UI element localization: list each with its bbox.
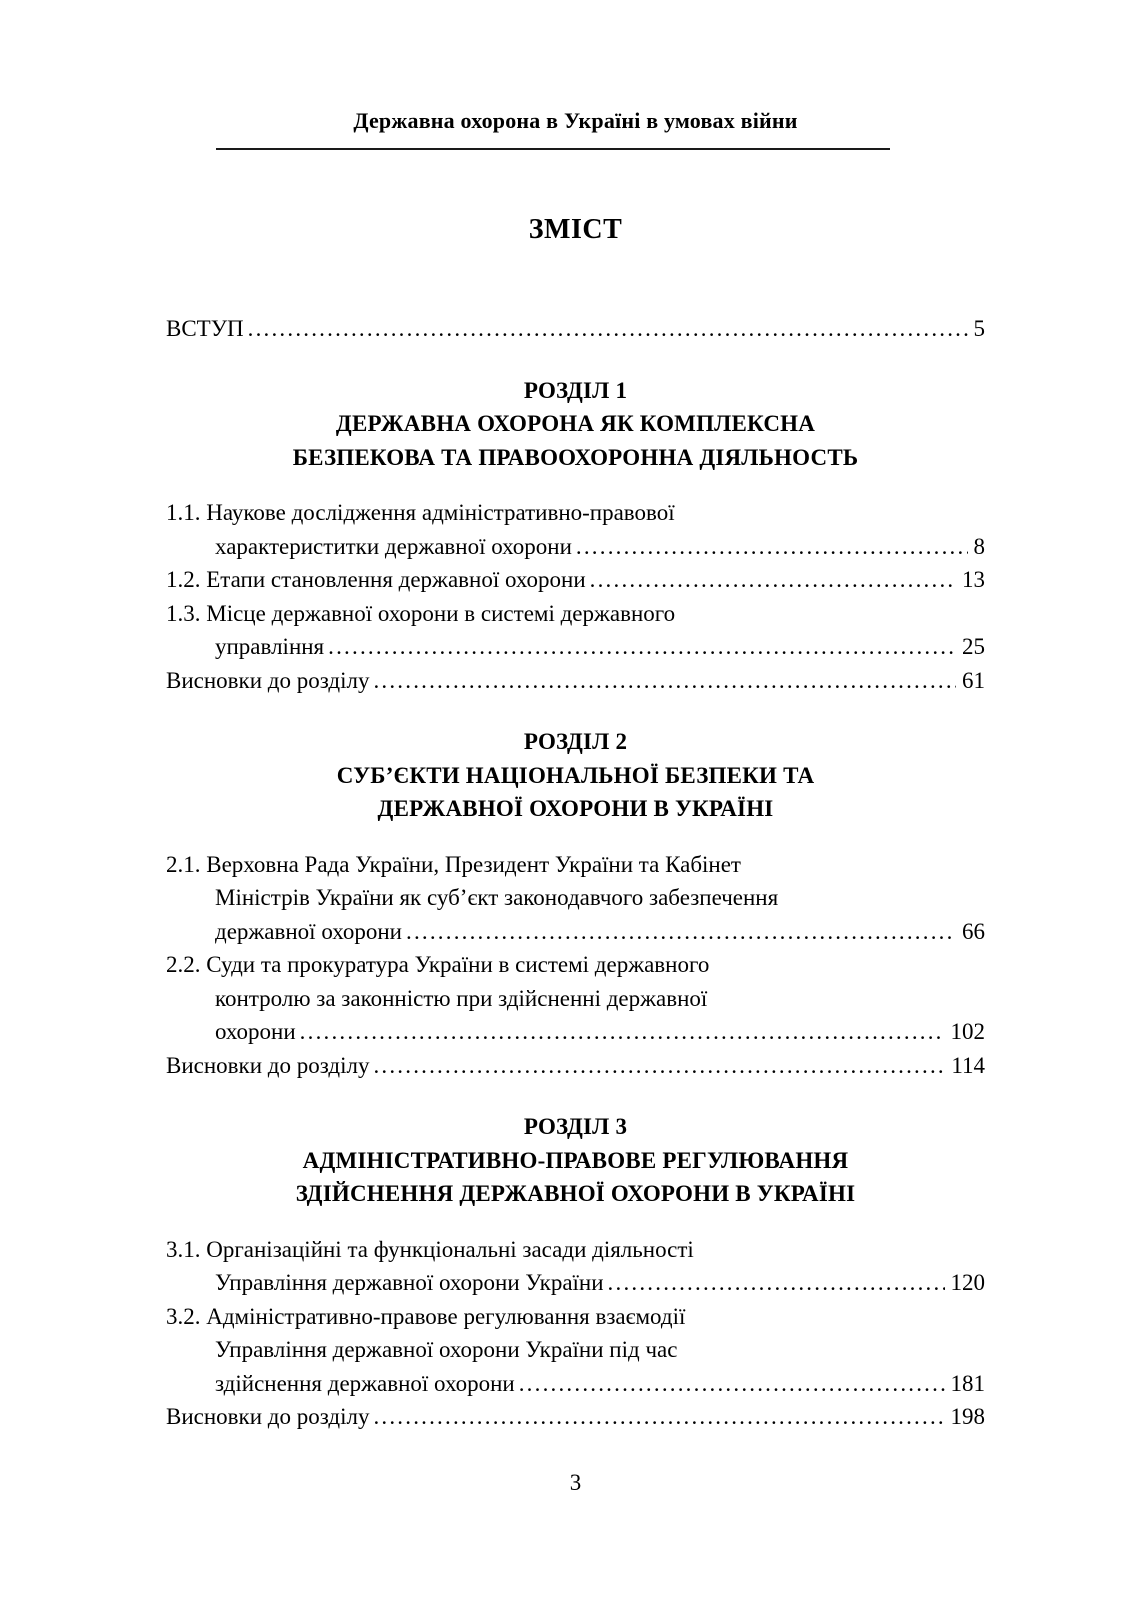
toc-entry-line xyxy=(166,848,985,882)
toc-entry-page-number: 61 xyxy=(962,667,985,693)
leader-dots xyxy=(328,630,956,664)
toc-entry-page-number: 102 xyxy=(950,1019,985,1044)
leader-dots xyxy=(248,312,968,346)
leader-dots xyxy=(300,1015,945,1049)
leader-dots xyxy=(373,664,956,698)
chapter-heading-line: ДЕРЖАВНОЇ ОХОРОНИ В УКРАЇНІ xyxy=(377,796,774,821)
toc-entry xyxy=(166,496,985,563)
toc-entry-page-number: 181 xyxy=(950,1370,985,1396)
header-rule xyxy=(216,148,890,150)
toc-entry-line xyxy=(166,312,985,346)
chapter-heading-line: РОЗДІЛ 3 xyxy=(523,1114,628,1139)
chapter-heading xyxy=(166,725,985,826)
toc-entry xyxy=(166,1400,985,1434)
toc-entry-line xyxy=(166,982,985,1016)
toc-entry-text: державної охорони xyxy=(215,918,402,944)
toc-entry-page-number: 114 xyxy=(951,1052,985,1078)
toc-entry-text: Управління державної охорони України xyxy=(215,1270,604,1295)
toc-entry-line xyxy=(166,1367,985,1401)
toc-entry-text: Висновки до розділу xyxy=(166,667,370,693)
toc-entry-page-number: 198 xyxy=(950,1404,985,1429)
table-of-contents xyxy=(166,312,985,1434)
toc-entry-text: 1.2. Етапи становлення державної охорони xyxy=(166,567,586,592)
toc-entry-line xyxy=(166,597,985,631)
toc-entry-text: 1.1. Наукове дослідження адміністративно-правової xyxy=(166,500,675,525)
leader-dots xyxy=(373,1049,945,1083)
toc-entry-line xyxy=(166,496,985,530)
toc-entry-line xyxy=(166,1333,985,1367)
leader-dots xyxy=(608,1266,945,1300)
toc-entry-line xyxy=(166,1400,985,1434)
toc-entry xyxy=(166,1233,985,1300)
toc-entry xyxy=(166,1300,985,1401)
toc-entry xyxy=(166,948,985,1049)
footer-page-number: 3 xyxy=(569,1470,582,1495)
toc-entry-text: Висновки до розділу xyxy=(166,1404,370,1429)
chapter-heading xyxy=(166,1110,985,1211)
toc-entry-page-number: 25 xyxy=(962,634,985,659)
toc-entry-line xyxy=(166,664,985,698)
chapter-heading-line: АДМІНІСТРАТИВНО-ПРАВОВЕ РЕГУЛЮВАННЯ xyxy=(302,1147,849,1173)
leader-dots xyxy=(519,1367,945,1401)
toc-entry xyxy=(166,597,985,664)
toc-entry-line xyxy=(166,1233,985,1267)
toc-entry-page-number: 66 xyxy=(962,918,985,944)
toc-entry-line xyxy=(166,948,985,982)
leader-dots xyxy=(576,530,968,564)
toc-entry-line xyxy=(166,1049,985,1083)
leader-dots xyxy=(373,1400,944,1434)
toc-entry-line xyxy=(166,1266,985,1300)
toc-entry-text: 2.1. Верховна Рада України, Президент України та Кабінет xyxy=(166,851,741,877)
toc-entry-text: 3.1. Організаційні та функціональні засади діяльності xyxy=(166,1236,694,1262)
toc-entry xyxy=(166,312,985,346)
toc-entry-text: контролю за законністю при здійсненні державної xyxy=(215,985,708,1011)
toc-entry-text: характериститки державної охорони xyxy=(215,533,572,559)
toc-title: ЗМІСТ xyxy=(528,214,623,245)
chapter-heading-line: ДЕРЖАВНА ОХОРОНА ЯК КОМПЛЕКСНА xyxy=(335,411,816,436)
toc-entry-line xyxy=(166,1015,985,1049)
leader-dots xyxy=(406,915,956,949)
toc-entry-text: Висновки до розділу xyxy=(166,1052,370,1078)
toc-entry xyxy=(166,664,985,698)
chapter-heading-line: ЗДІЙСНЕННЯ ДЕРЖАВНОЇ ОХОРОНИ В УКРАЇНІ xyxy=(295,1181,856,1206)
toc-entry-line xyxy=(166,1300,985,1334)
toc-entry-text: Управління державної охорони України під час xyxy=(215,1337,678,1362)
chapter-heading xyxy=(166,374,985,475)
toc-entry-text: управління xyxy=(215,634,325,659)
toc-entry-page-number: 13 xyxy=(962,567,985,592)
toc-entry-line xyxy=(166,530,985,564)
toc-entry-line xyxy=(166,630,985,664)
toc-entry-page-number: 120 xyxy=(950,1270,985,1295)
toc-entry-text: 2.2. Суди та прокуратура України в системі державного xyxy=(166,952,710,977)
chapter-heading-line: РОЗДІЛ 2 xyxy=(523,729,628,754)
toc-entry-text: охорони xyxy=(215,1019,296,1044)
toc-entry-text: 3.2. Адміністративно-правове регулювання взаємодії xyxy=(166,1303,686,1329)
toc-entry-line xyxy=(166,915,985,949)
toc-entry-line xyxy=(166,563,985,597)
chapter-heading-line: СУБ’ЄКТИ НАЦІОНАЛЬНОЇ БЕЗПЕКИ ТА xyxy=(336,762,815,788)
toc-entry xyxy=(166,848,985,949)
running-header-book-title: Державна охорона в Україні в умовах війни xyxy=(353,108,798,133)
toc-entry-page-number: 5 xyxy=(973,316,985,341)
toc-entry-text: ВСТУП xyxy=(166,316,244,341)
chapter-heading-line: РОЗДІЛ 1 xyxy=(523,377,628,403)
toc-entry-line xyxy=(166,881,985,915)
leader-dots xyxy=(590,563,956,597)
toc-entry xyxy=(166,563,985,597)
toc-entry-text: Міністрів України як суб’єкт законодавчого забезпечення xyxy=(215,885,779,910)
toc-entry-text: 1.3. Місце державної охорони в системі державного xyxy=(166,600,676,626)
chapter-heading-line: БЕЗПЕКОВА ТА ПРАВООХОРОННА ДІЯЛЬНОСТЬ xyxy=(292,444,859,470)
toc-entry-page-number: 8 xyxy=(973,533,985,559)
toc-entry-text: здійснення державної охорони xyxy=(215,1370,515,1396)
toc-entry xyxy=(166,1049,985,1083)
